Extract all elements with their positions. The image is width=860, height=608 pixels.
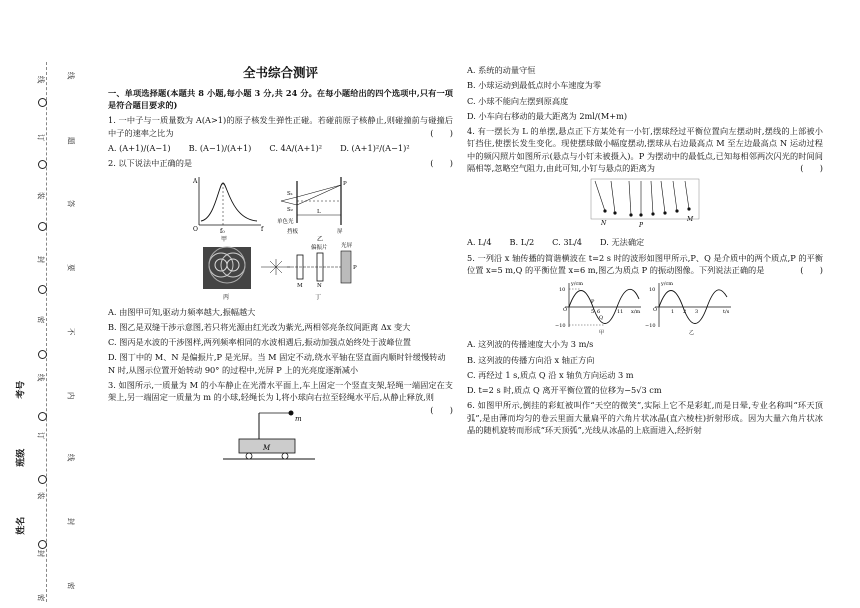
question-6: 6. 如图甲所示,倒挂的彩虹被叫作“天空的微笑”,实际上它不是彩虹,而是日晕,专业名称叫“环天顶弧”,是由薄而均匀的卷云里面大量扁平的六角片状冰晶(直六棱柱)折射形成。因为大量六角片状冰晶的随机旋转而形成“环天顶弧”,光线从冰晶的上底面进入,经折射: [467, 400, 823, 436]
binding-hole: [38, 350, 47, 359]
distance-label: L: [316, 208, 321, 215]
question-text: 3. 如图所示,一质量为 M 的小车静止在光滑水平面上,车上固定一个竖直支架,轻绳一端固定在支架上,另一端固定一质量为 m 的小球,轻绳长为 l,将小球向右拉至轻绳水平后,从静止释放,则: [108, 380, 453, 403]
q2-figure: [191, 173, 371, 303]
axis-label: f₀: [219, 227, 225, 235]
slit-label: S₂: [286, 206, 293, 213]
option-c: C. 4A/(A+1)²: [269, 142, 323, 153]
seal-char: 封: [36, 549, 46, 558]
figure-caption: 丁: [314, 293, 321, 301]
origin-label: O: [192, 225, 198, 233]
option-b: B. L/2: [509, 237, 535, 248]
screen-p-label: P: [352, 264, 357, 271]
tick-label: 5: [591, 309, 595, 316]
option-c: C. 3L/4: [552, 237, 582, 248]
tick-label: 11: [617, 309, 624, 316]
seal-char: 密: [66, 581, 76, 590]
ball-mass-label: m: [295, 414, 302, 423]
option-d: D. t=2 s 时,质点 Q 离开平衡位置的位移为−5√3 cm: [467, 385, 662, 396]
seal-char: 题: [66, 136, 76, 145]
q1-options: [108, 142, 453, 154]
wave-graph: [555, 281, 641, 335]
option-a: A. L/4: [467, 237, 492, 248]
binding-hole: [38, 412, 47, 421]
point-n-label: N: [601, 220, 607, 228]
option-a: A. 由图甲可知,驱动力频率越大,振幅越大: [108, 306, 256, 317]
option-b: B. 这列波的传播方向沿 x 轴正方向: [467, 354, 595, 365]
seal-char: 密: [36, 593, 46, 602]
question-2: [108, 157, 453, 169]
tick-label: −10: [555, 323, 566, 330]
seal-char: 线: [36, 75, 46, 84]
q5-figure: [555, 279, 735, 335]
seal-char: 装: [36, 491, 46, 500]
seal-char: 订: [36, 431, 46, 440]
axis-label: f: [260, 225, 263, 233]
question-1: [108, 114, 453, 139]
point-p-label: P: [591, 299, 595, 306]
question-3: [108, 379, 453, 415]
seal-char: 要: [66, 263, 76, 272]
figure-caption: 甲: [599, 330, 605, 336]
left-column: [108, 64, 453, 468]
binding-hole: [38, 475, 47, 484]
point-m-label: M: [687, 216, 694, 224]
seal-char: 装: [36, 191, 46, 200]
question-text: 1. 一中子与一质量数为 A(A>1)的原子核发生弹性正碰。若碰前原子核静止,则碰撞前与碰撞后中子的速率之比为: [108, 115, 453, 138]
answer-bracket: ( ): [430, 127, 453, 138]
question-5: [467, 252, 823, 277]
seal-char: 内: [66, 391, 76, 400]
resonance-graph: [192, 177, 264, 243]
binding-hole: [38, 222, 47, 231]
option-a: A. 系统的动量守恒: [467, 65, 536, 75]
axis-label: y/cm: [571, 281, 584, 288]
light-label: 单色光: [276, 218, 294, 225]
name-label: 姓名: [16, 516, 27, 535]
option-b: B. (A−1)/(A+1): [188, 142, 252, 153]
tick-label: 3: [695, 309, 699, 316]
point-p-label: P: [639, 222, 644, 230]
option-b: B. 小球运动到最低点时小车速度为零: [467, 80, 602, 91]
origin-label: O: [563, 307, 568, 314]
seal-char: 订: [36, 133, 46, 142]
point-q-label: Q: [599, 315, 604, 322]
cart-mass-label: M: [263, 443, 271, 452]
point-label: P: [342, 180, 347, 187]
figure-caption: 丙: [222, 293, 229, 301]
option-c: C. 再经过 1 s,质点 Q 沿 x 轴负方向运动 3 m: [467, 369, 634, 380]
q3-figure: [219, 407, 319, 465]
seal-char: 封: [66, 517, 76, 526]
option-b: B. 图乙是双缝干涉示意图,若只将光源由红光改为紫光,两相邻亮条纹间距离 Δx 变大: [108, 321, 411, 332]
figure-caption: 乙: [689, 330, 695, 336]
class-label: 班级: [16, 448, 27, 467]
seal-char: 线: [36, 373, 46, 382]
tick-label: −10: [645, 323, 656, 330]
question-text: 5. 一列沿 x 轴传播的简谐横波在 t=2 s 时的波形如图甲所示,P、Q 是介质中的两个质点,P 的平衡位置 x=5 m,Q 的平衡位置 x=6 m,图乙为质点 P 的振动图像。下列说法正确的是: [467, 252, 823, 275]
seal-char: 线: [66, 71, 76, 80]
polarizer-n-label: N: [316, 282, 322, 289]
tick-label: 2: [683, 309, 687, 316]
seal-char: 不: [66, 327, 76, 336]
barrier-label: 挡板: [286, 228, 298, 235]
binding-hole: [38, 98, 47, 107]
tick-label: 10: [649, 287, 656, 294]
binding-hole: [38, 160, 47, 169]
page-title: 全书综合测评: [242, 65, 318, 80]
option-a: A. (A+1)/(A−1): [108, 142, 171, 153]
polarizer-m-label: M: [296, 282, 303, 289]
option-c: C. 小球不能向左摆到原高度: [467, 95, 569, 106]
tick-label: 10: [559, 287, 566, 294]
slit-label: S₁: [286, 190, 293, 197]
answer-bracket: ( ): [800, 264, 823, 275]
q4-figure: [589, 177, 701, 233]
option-d: D. 图丁中的 M、N 是偏振片,P 是光屏。当 M 固定不动,绕水平轴在竖直面内顺时针缓慢转动 N 时,从图示位置开始转动 90° 的过程中,光屏 P 上的光亮度逐渐减小: [108, 352, 446, 375]
seal-line: [46, 62, 47, 602]
answer-bracket: ( ): [430, 158, 453, 169]
binding-margin: [0, 0, 76, 608]
screen-label: 光屏: [340, 242, 352, 249]
axis-label: x/m: [631, 309, 641, 316]
tick-label: 6: [597, 309, 601, 316]
option-d: D. (A+1)²/(A−1)²: [340, 142, 410, 153]
axis-label: t/s: [723, 309, 730, 316]
option-d: D. 无法确定: [599, 237, 645, 248]
exam-number-label: 考号: [16, 380, 27, 399]
question-text: 2. 以下说法中正确的是: [108, 158, 193, 169]
axis-label: y/cm: [661, 281, 674, 288]
double-slit-diagram: [277, 177, 347, 243]
tick-label: 1: [671, 309, 675, 316]
answer-bracket: ( ): [800, 163, 823, 174]
question-text: 4. 有一摆长为 L 的单摆,悬点正下方某处有一小钉,摆球经过平衡位置向左摆动时,摆线的上部被小钉挡住,使摆长发生变化。现使摆球做小幅度摆动,摆球从右边最高点 M 至左边最高点 N 运动过程中的频闪照片如图所示(悬点与小钉未被摄入)。P 为摆动中的最低点,已知每相邻两次闪光的时间间隔相等,忽略空气阻力,由此可知,小钉与悬点的距离为: [467, 126, 823, 174]
origin-label: O: [653, 307, 658, 314]
option-a: A. 这列波的传播速度大小为 3 m/s: [467, 339, 594, 350]
binding-hole: [38, 285, 47, 294]
polarizer-label: 偏振片: [310, 244, 328, 251]
polarizer-diagram: [261, 241, 357, 301]
seal-char: 封: [36, 255, 46, 264]
figure-caption: 乙: [316, 235, 323, 243]
figure-caption: 甲: [220, 235, 227, 243]
seal-char: 密: [36, 315, 46, 324]
screen-label: 屏: [336, 228, 343, 235]
question-4: [467, 125, 823, 174]
q4-options: [467, 236, 823, 248]
axis-label: A: [192, 177, 197, 185]
seal-char: 答: [66, 199, 76, 208]
option-d: D. 小车向右移动的最大距离为 2ml/(M+m): [467, 110, 628, 121]
option-c: C. 图丙是水波的干涉图样,两列频率相同的水波相遇后,振动加强点始终处于波峰位置: [108, 337, 411, 348]
vibration-graph: [645, 281, 731, 335]
right-column: [467, 64, 823, 439]
seal-char: 线: [66, 453, 76, 462]
interference-photo: [203, 247, 251, 301]
answer-bracket: ( ): [430, 404, 453, 415]
section-heading: 一、单项选择题(本题共 8 小题,每小题 3 分,共 24 分。在每小题给出的四个选项中,只有一项是符合题目要求的): [108, 87, 453, 111]
